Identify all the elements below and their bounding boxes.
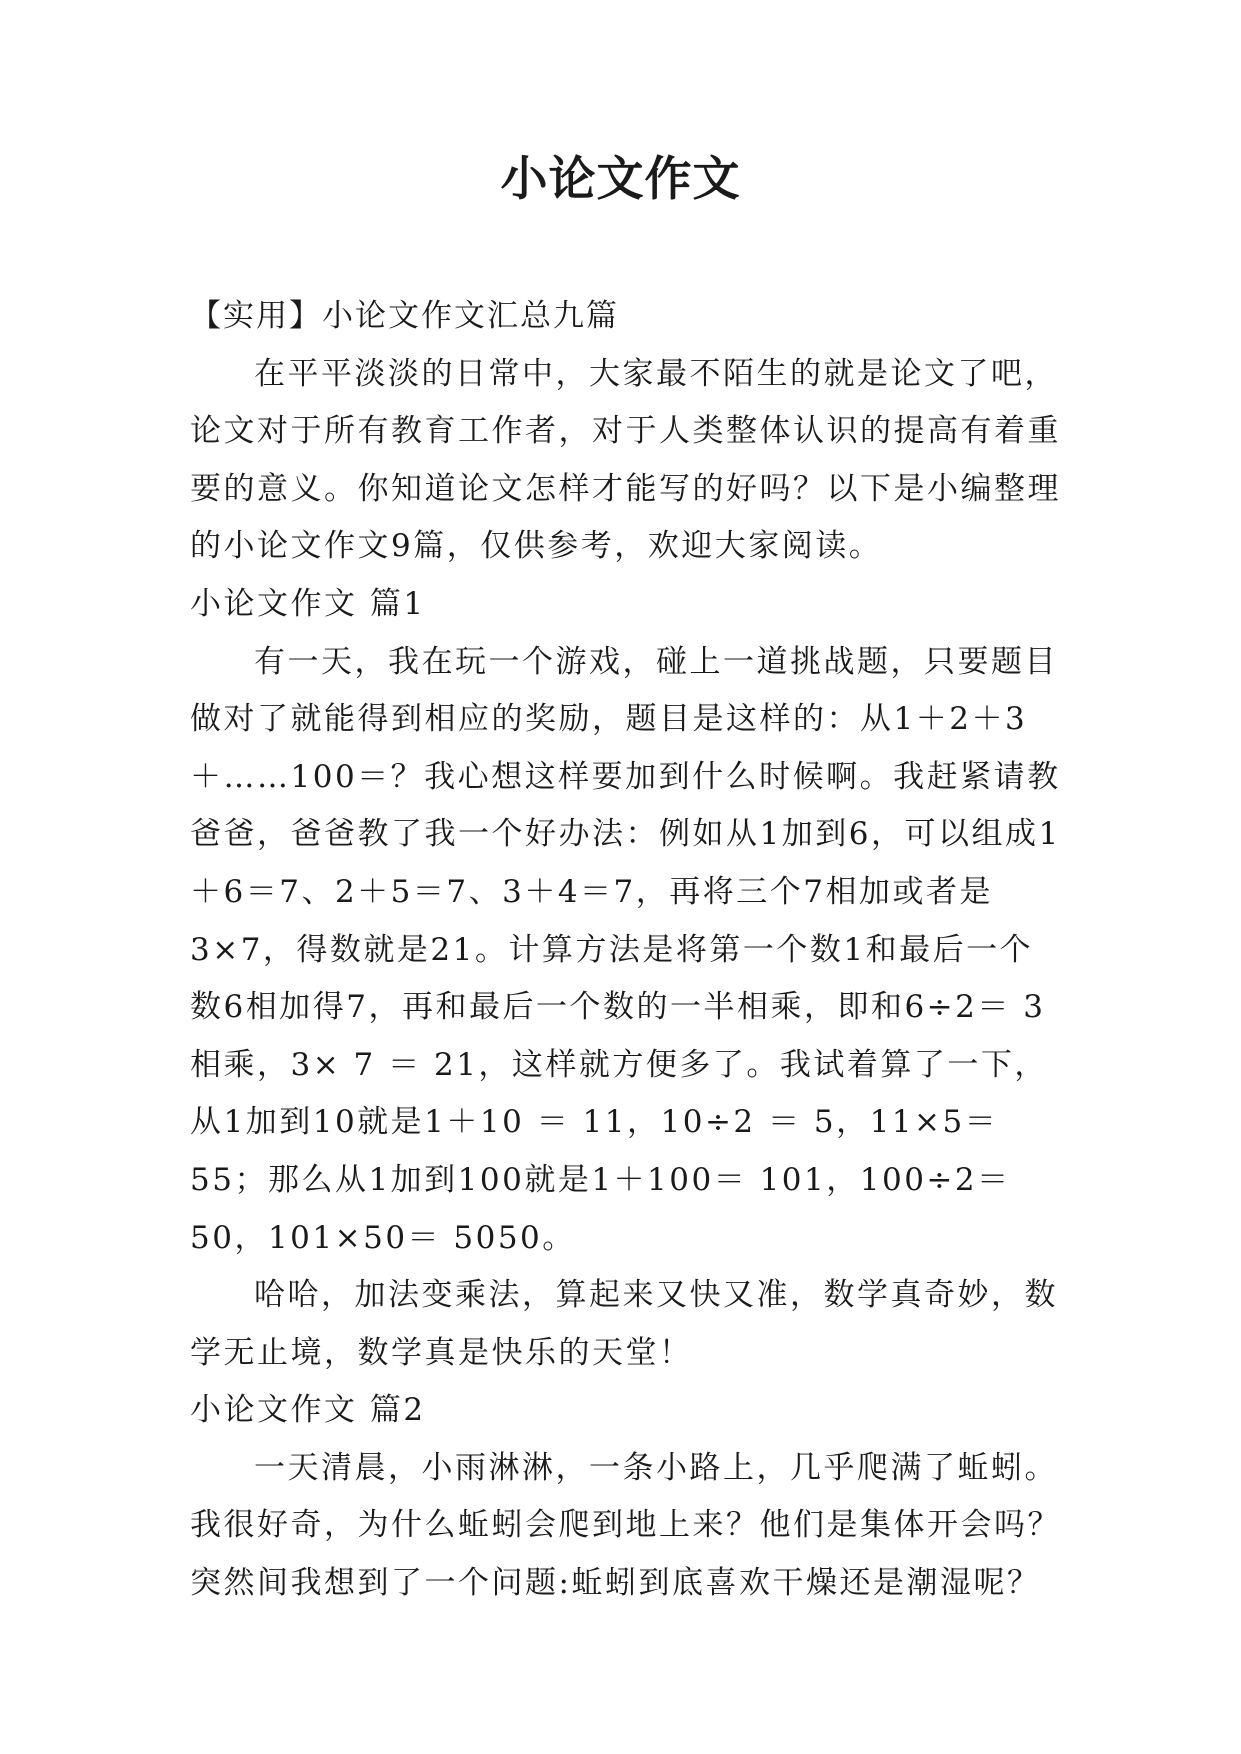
- document-title: 小论文作文: [500, 152, 741, 207]
- document-subtitle: 【实用】小论文作文汇总九篇: [190, 298, 619, 334]
- section-paragraph: 有一天，我在玩一个游戏，碰上一道挑战题，只要题目做对了就能得到相应的奖励，题目是这样的：从1＋2＋3＋……100＝？我心想这样要加到什么时候啊。我赶紧请教爸爸，爸爸教了我一个好办法：例如从1加到6，可以组成1＋6＝7、2＋5＝7、3＋4＝7，再将三个7相加或者是3×7，得数就是21。计算方法是将第一个数1和最后一个数6相加得7，再和最后一个数的一半相乘，即和6÷2＝ 3相乘，3× 7 ＝ 21，这样就方便多了。我试着算了一下，从1加到10就是1＋10 ＝ 11，10÷2 ＝ 5，11×5＝ 55；那么从1加到100就是1＋100＝ 101，100÷2＝ 50，101×50＝ 5050。: [190, 643, 1061, 1256]
- section-heading: 小论文作文 篇2: [190, 1392, 426, 1429]
- intro-paragraph: 在平平淡淡的日常中，大家最不陌生的就是论文了吧，论文对于所有教育工作者，对于人类整体认识的提高有着重要的意义。你知道论文怎样才能写的好吗？以下是小编整理的小论文作文9篇，仅供参考，欢迎大家阅读。: [190, 355, 1061, 565]
- section-paragraph: 一天清晨，小雨淋淋，一条小路上，几乎爬满了蚯蚓。我很好奇，为什么蚯蚓会爬到地上来？他们是集体开会吗？突然间我想到了一个问题:蚯蚓到底喜欢干燥还是潮湿呢？: [190, 1449, 1061, 1602]
- document-body: [190, 288, 1062, 1613]
- section-paragraph: 哈哈，加法变乘法，算起来又快又准，数学真奇妙，数学无止境，数学真是快乐的天堂！: [190, 1277, 1058, 1371]
- section-heading: 小论文作文 篇1: [190, 585, 426, 622]
